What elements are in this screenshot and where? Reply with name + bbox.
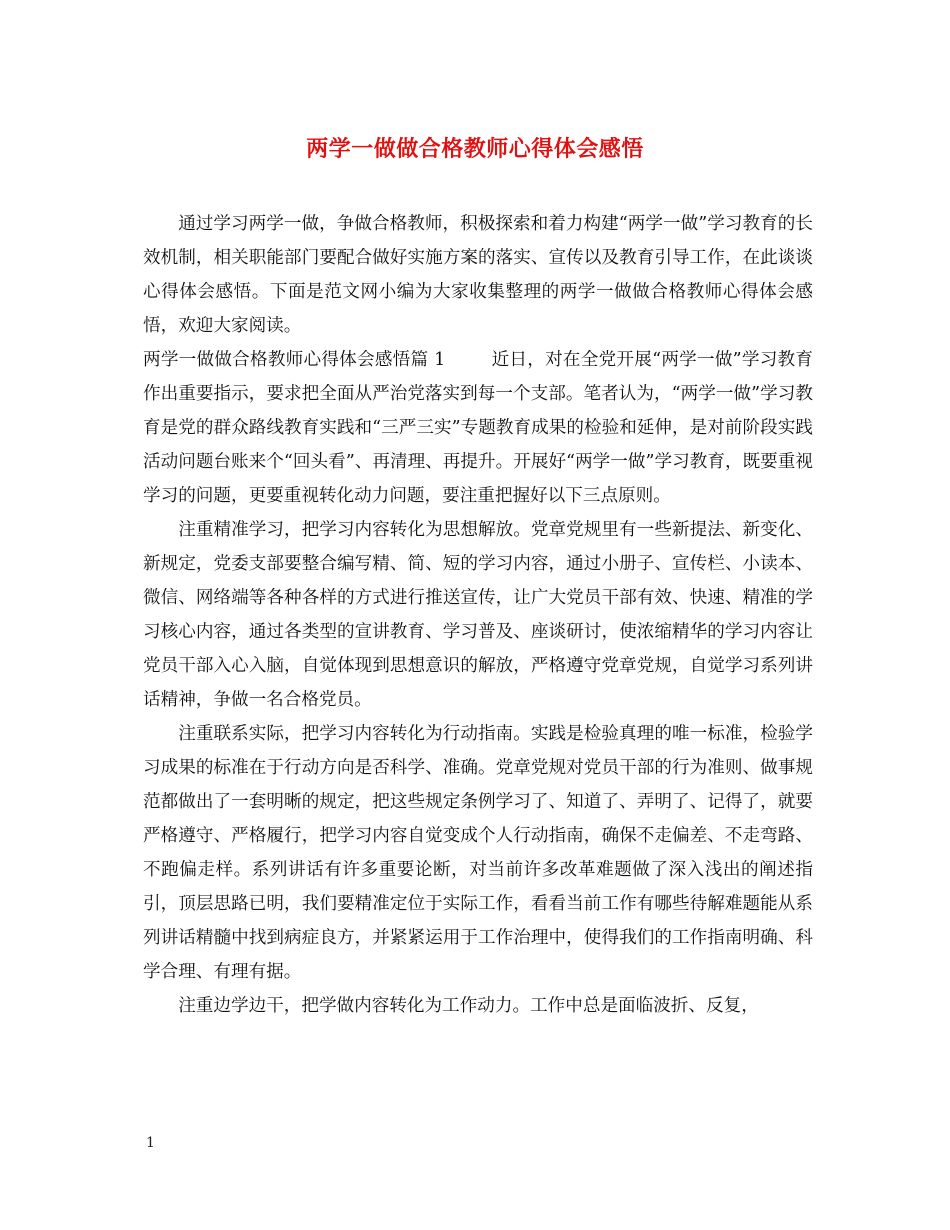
section-heading: 两学一做做合格教师心得体会感悟篇 1: [143, 350, 446, 370]
document-body: [143, 207, 813, 1023]
section-first-text: 近日，对在全党开展“两学一做”学习教育作出重要指示，要求把全面从严治党落实到每一个支部。笔者认为，“两学一做”学习教育是党的群众路线教育实践和“三严三实”专题教育成果的检验和延伸，是对前阶段实践活动问题台账来个“回头看”、再清理、再提升。开展好“两学一做”学习教育，既要重视学习的问题，更要重视转化动力问题，要注重把握好以下三点原则。: [143, 350, 813, 506]
document-title: 两学一做做合格教师心得体会感悟: [306, 136, 644, 162]
page-number: 1: [146, 1135, 155, 1151]
study-paragraph: 注重精准学习，把学习内容转化为思想解放。党章党规里有一些新提法、新变化、新规定，党委支部要整合编写精、简、短的学习内容，通过小册子、宣传栏、小读本、微信、网络端等各种各样的方式进行推送宣传，让广大党员干部有效、快速、精准的学习核心内容，通过各类型的宣讲教育、学习普及、座谈研讨，使浓缩精华的学习内容让党员干部入心入脑，自觉体现到思想意识的解放，严格遵守党章党规，自觉学习系列讲话精神，争做一名合格党员。: [143, 520, 813, 710]
section-paragraph: [143, 343, 813, 513]
practice-paragraph: 注重联系实际，把学习内容转化为行动指南。实践是检验真理的唯一标准，检验学习成果的标准在于行动方向是否科学、准确。党章党规对党员干部的行为准则、做事规范都做出了一套明晰的规定，把这些规定条例学习了、知道了、弄明了、记得了，就要严格遵守、严格履行，把学习内容自觉变成个人行动指南，确保不走偏差、不走弯路、不跑偏走样。系列讲话有许多重要论断，对当前许多改革难题做了深入浅出的阐述指引，顶层思路已明，我们要精准定位于实际工作，看看当前工作有哪些待解难题能从系列讲话精髓中找到病症良方，并紧紧运用于工作治理中，使得我们的工作指南明确、科学合理、有理有据。: [143, 724, 813, 982]
intro-paragraph: 通过学习两学一做，争做合格教师，积极探索和着力构建“两学一做”学习教育的长效机制，相关职能部门要配合做好实施方案的落实、宣传以及教育引导工作，在此谈谈心得体会感悟。下面是范文网小编为大家收集整理的两学一做做合格教师心得体会感悟，欢迎大家阅读。: [143, 214, 813, 336]
work-paragraph: 注重边学边干，把学做内容转化为工作动力。工作中总是面临波折、反复，: [178, 996, 759, 1016]
